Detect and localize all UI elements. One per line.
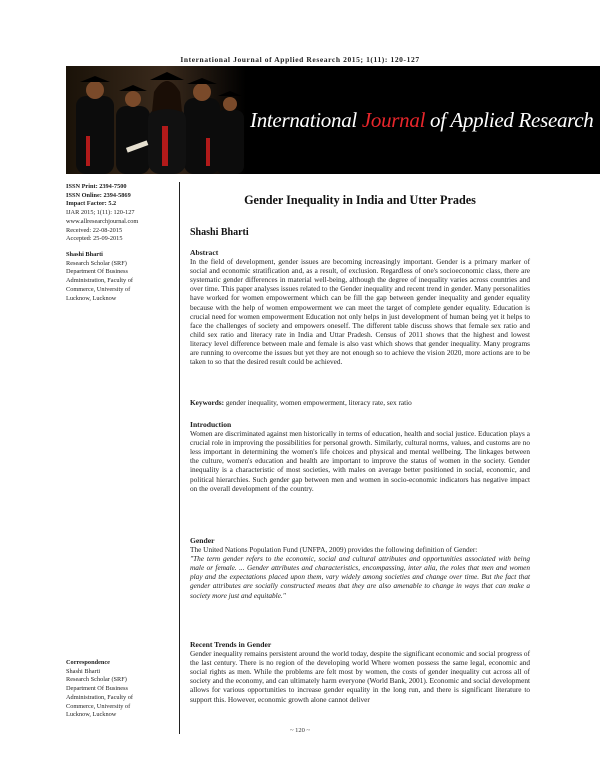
correspondence-affiliation-2: Department Of Business [66, 685, 128, 693]
issn-online: ISSN Online: 2394-5869 [66, 191, 131, 199]
gender-heading: Gender [190, 536, 215, 545]
correspondence-affiliation-4: Commerce, University of [66, 702, 131, 710]
column-divider [179, 182, 180, 734]
correspondence-affiliation-5: Lucknow, Lucknow [66, 711, 117, 719]
running-head: International Journal of Applied Research 2015; 1(11): 120-127 [180, 55, 420, 64]
page-number: ~ 120 ~ [289, 727, 311, 734]
journal-website: www.allresearchjournal.com [66, 217, 139, 225]
abstract-text: In the field of development, gender issues are becoming increasingly important. Gender is a primary marker of social and economic stratification and, as a result, of exclusion. Regardless of one's socioeconomic class, there are systematic gender differences in material well-being, although the degree of inequality varies across countries and over time. This paper analyses issues related to the Gender inequality and recent trend in gender. Many personalities have worked for women empowerment which can be fill the gap between gender inequality and gender equality because with the help of women empowerment we can meet the target of complete gender equality. Education is crucial need for women empowerment Education not only helps in just development of human being yet it helps to face the challenges of society and empowers oneself. The different table discuss shows that female sex ratio and child sex ratio and literacy rate in India and Uttar Pradesh. Census of 2011 shows that the highest and lowest literacy level difference between male and female is also vast which shows that gender inequality. Many programs are running to overcome the issues but yet they are not enough so to achieve the vision 2020, more actions are to be taken to so that the desired result could be achieved. [190, 257, 530, 367]
correspondence-info [66, 659, 176, 720]
introduction-heading: Introduction [190, 420, 232, 429]
author-affiliation-5: Lucknow, Lucknow [66, 294, 117, 302]
keywords-label: Keywords: [190, 398, 225, 407]
accepted-date: Accepted: 25-09-2015 [66, 235, 123, 243]
publication-info [66, 183, 176, 244]
abstract-section [190, 248, 530, 366]
author-affiliation-3: Administration, Faculty of [66, 277, 133, 285]
gender-quote: "The term gender refers to the economic, social and cultural attributes and opportunities associated with being male or female. ... Gender attributes and characteristics, encompassing, inter alia, the roles that men and women play and the expectations placed upon them, vary widely among societies and change over time. But the fact that gender attributes are socially constructed means that they are also amenable to change in ways that can make a society more just and equitable." [190, 554, 530, 600]
recent-trends-heading: Recent Trends in Gender [190, 640, 272, 649]
article-title: Gender Inequality in India and Utter Prades [244, 193, 476, 207]
recent-trends-text: Gender inequality remains persistent around the world today, despite the significant economic and social progress of the last century. There is no region of the developing world Where women possess the same legal, economic and social rights as men. While the problems are felt most by women, the costs of gender inequality cut across all of society and the economy, and can ultimately harm everyone (World Bank, 2001). Economic and social development allows for various opportunities to increase gender equality in the long run, and there is significant literature to support this. However, economic growth alone cannot deliver [190, 649, 530, 704]
keywords-section [190, 398, 530, 407]
author-affiliation-2: Department Of Business [66, 268, 128, 276]
article-author: Shashi Bharti [190, 227, 249, 238]
keywords-text: gender inequality, women empowerment, literacy rate, sex ratio [224, 398, 412, 407]
abstract-heading: Abstract [190, 248, 219, 257]
ijar-citation: IJAR 2015; 1(11): 120-127 [66, 209, 135, 217]
author-affiliation-1: Research Scholar (SRF) [66, 259, 127, 267]
author-name: Shashi Bharti [66, 251, 103, 258]
author-info [66, 251, 176, 303]
journal-title-post: of Applied Research [425, 108, 594, 132]
recent-trends-section [190, 640, 530, 704]
journal-title-accent: Journal [361, 108, 426, 132]
introduction-text: Women are discriminated against men historically in terms of education, health and social justice. Education plays a crucial role in improving the possibilities for personal growth. Similarly, cultural norms, values, and customs are no less important in determining the women's life choices and physical and mental wellbeing. The linkages between the culture, women's education and health are important to improve the status of women in the society. Gender inequality is a characteristic of most societies, with males on average better positioned in social, economic, and political hierarchies. Such gender gap between men and women in socio-economic indicators has negative impact on the overall development of the country. [190, 429, 530, 493]
correspondence-affiliation-1: Research Scholar (SRF) [66, 676, 127, 684]
introduction-section [190, 420, 530, 493]
journal-banner [66, 66, 600, 174]
correspondence-affiliation-3: Administration, Faculty of [66, 693, 133, 701]
gender-section [190, 536, 530, 600]
journal-title-pre: International [250, 108, 362, 132]
author-affiliation-4: Commerce, University of [66, 285, 131, 293]
received-date: Received: 22-08-2015 [66, 226, 123, 234]
correspondence-name: Shashi Bharti [66, 667, 101, 675]
graduates-photo [66, 66, 246, 174]
journal-title [250, 108, 594, 133]
graduates-illustration [66, 66, 246, 174]
correspondence-label: Correspondence [66, 659, 110, 666]
impact-factor: Impact Factor: 5.2 [66, 200, 117, 208]
gender-intro-text: The United Nations Population Fund (UNFPA, 2009) provides the following definition of Gender: [190, 545, 478, 555]
issn-print: ISSN Print: 2394-7500 [66, 183, 127, 190]
